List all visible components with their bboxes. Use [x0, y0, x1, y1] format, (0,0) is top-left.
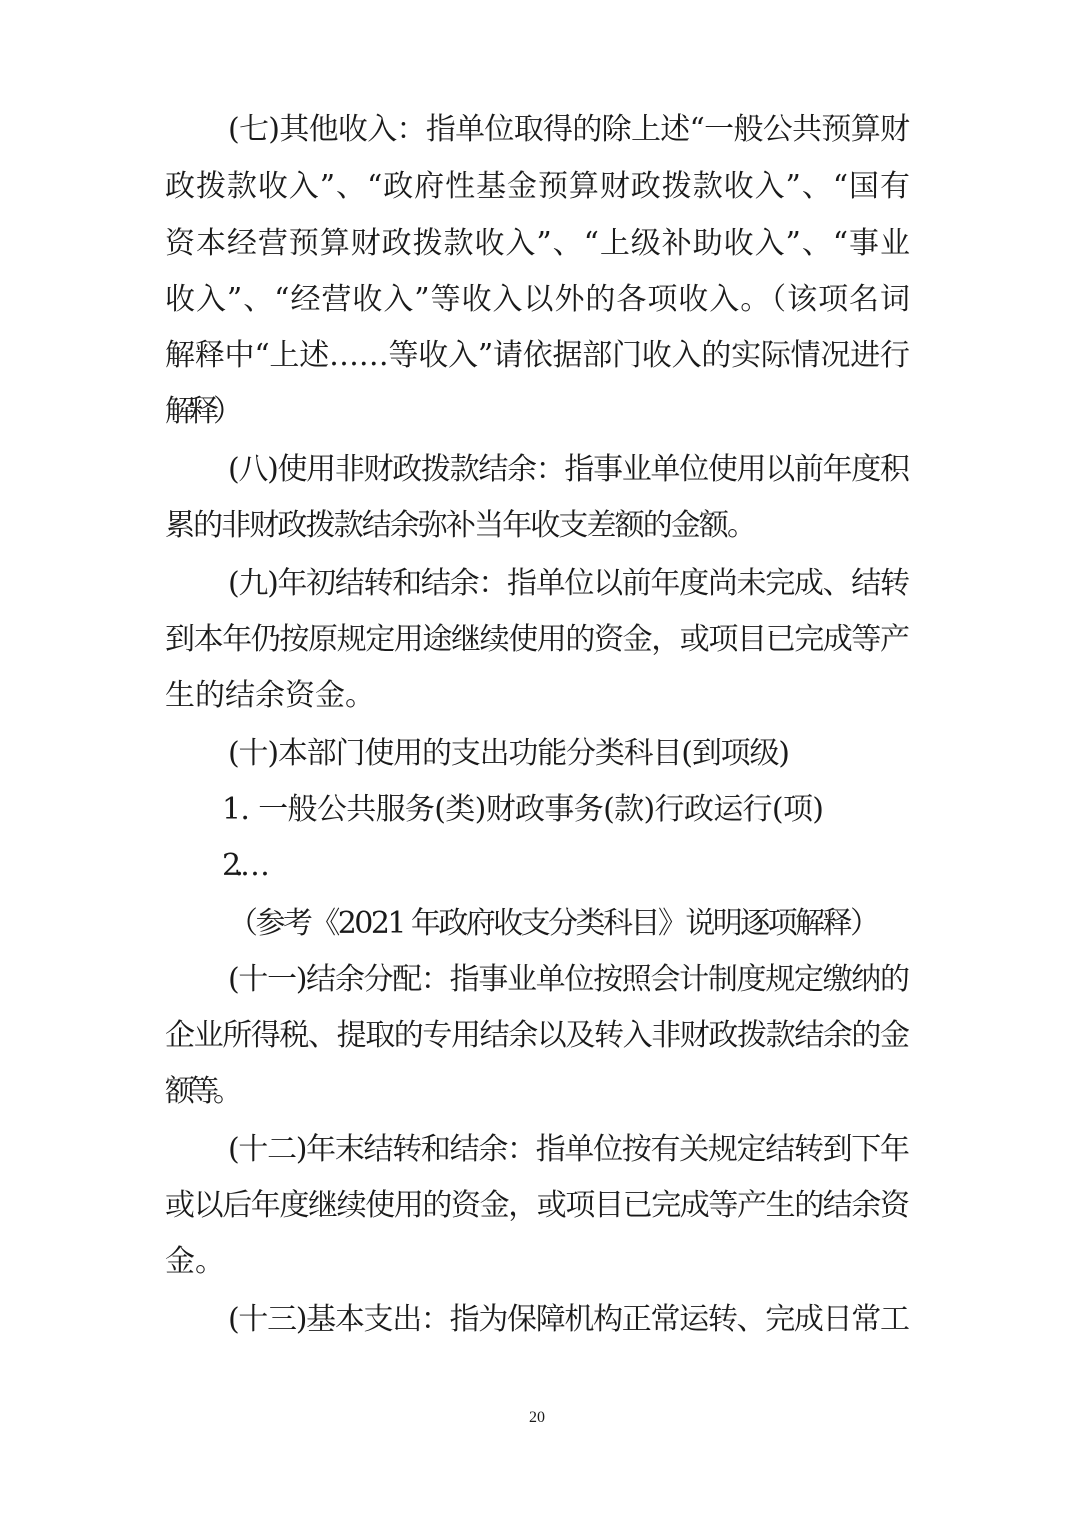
text-line-content: 到本年仍按原规定用途继续使用的资金，或项目已完成等产 — [165, 622, 909, 657]
text-line-content: (十二)年末结转和结余：指单位按有关规定结转到下年 — [228, 1132, 909, 1167]
page-number: 20 — [529, 1409, 545, 1426]
text-line-content: (十)本部门使用的支出功能分类科目(到项级) — [228, 736, 789, 771]
text-line-content: 收入”、“经营收入”等收入以外的各项收入。（该项名词 — [165, 282, 911, 317]
text-line-content: 累的非财政拨款结余弥补当年收支差额的金额。 — [165, 508, 756, 543]
text-line-content: (十一)结余分配：指事业单位按照会计制度规定缴纳的 — [228, 962, 909, 997]
text-line-content: 2. … — [222, 848, 264, 883]
text-line-content: （参考《2021 年政府收支分类科目》说明逐项解释） — [228, 906, 878, 941]
text-line-content: 解释） — [165, 394, 237, 429]
text-line-content: 或以后年度继续使用的资金，或项目已完成等产生的结余资 — [165, 1188, 909, 1223]
text-line-content: 解释中“上述……等收入”请依据部门收入的实际情况进行 — [165, 338, 910, 373]
text-line-content: 资本经营预算财政拨款收入”、“上级补助收入”、“事业 — [165, 226, 911, 261]
text-line-content: (七)其他收入：指单位取得的除上述“一般公共预算财 — [228, 112, 910, 147]
text-line-content: 企业所得税、提取的专用结余以及转入非财政拨款结余的金 — [165, 1018, 909, 1053]
text-line-content: 政拨款收入”、“政府性基金预算财政拨款收入”、“国有 — [165, 169, 911, 204]
text-line-content: (九)年初结转和结余：指单位以前年度尚未完成、结转 — [228, 566, 909, 601]
text-line-content: 额等。 — [165, 1074, 237, 1109]
text-line-content: (八)使用非财政拨款结余：指事业单位使用以前年度积 — [228, 452, 909, 487]
text-line-content: 1. 一般公共服务(类)财政事务(款)行政运行(项) — [222, 792, 824, 827]
text-line-content: (十三)基本支出：指为保障机构正常运转、完成日常工 — [228, 1302, 909, 1337]
text-line-content: 生的结余资金。 — [165, 678, 375, 713]
text-line-content: 金。 — [165, 1244, 225, 1279]
